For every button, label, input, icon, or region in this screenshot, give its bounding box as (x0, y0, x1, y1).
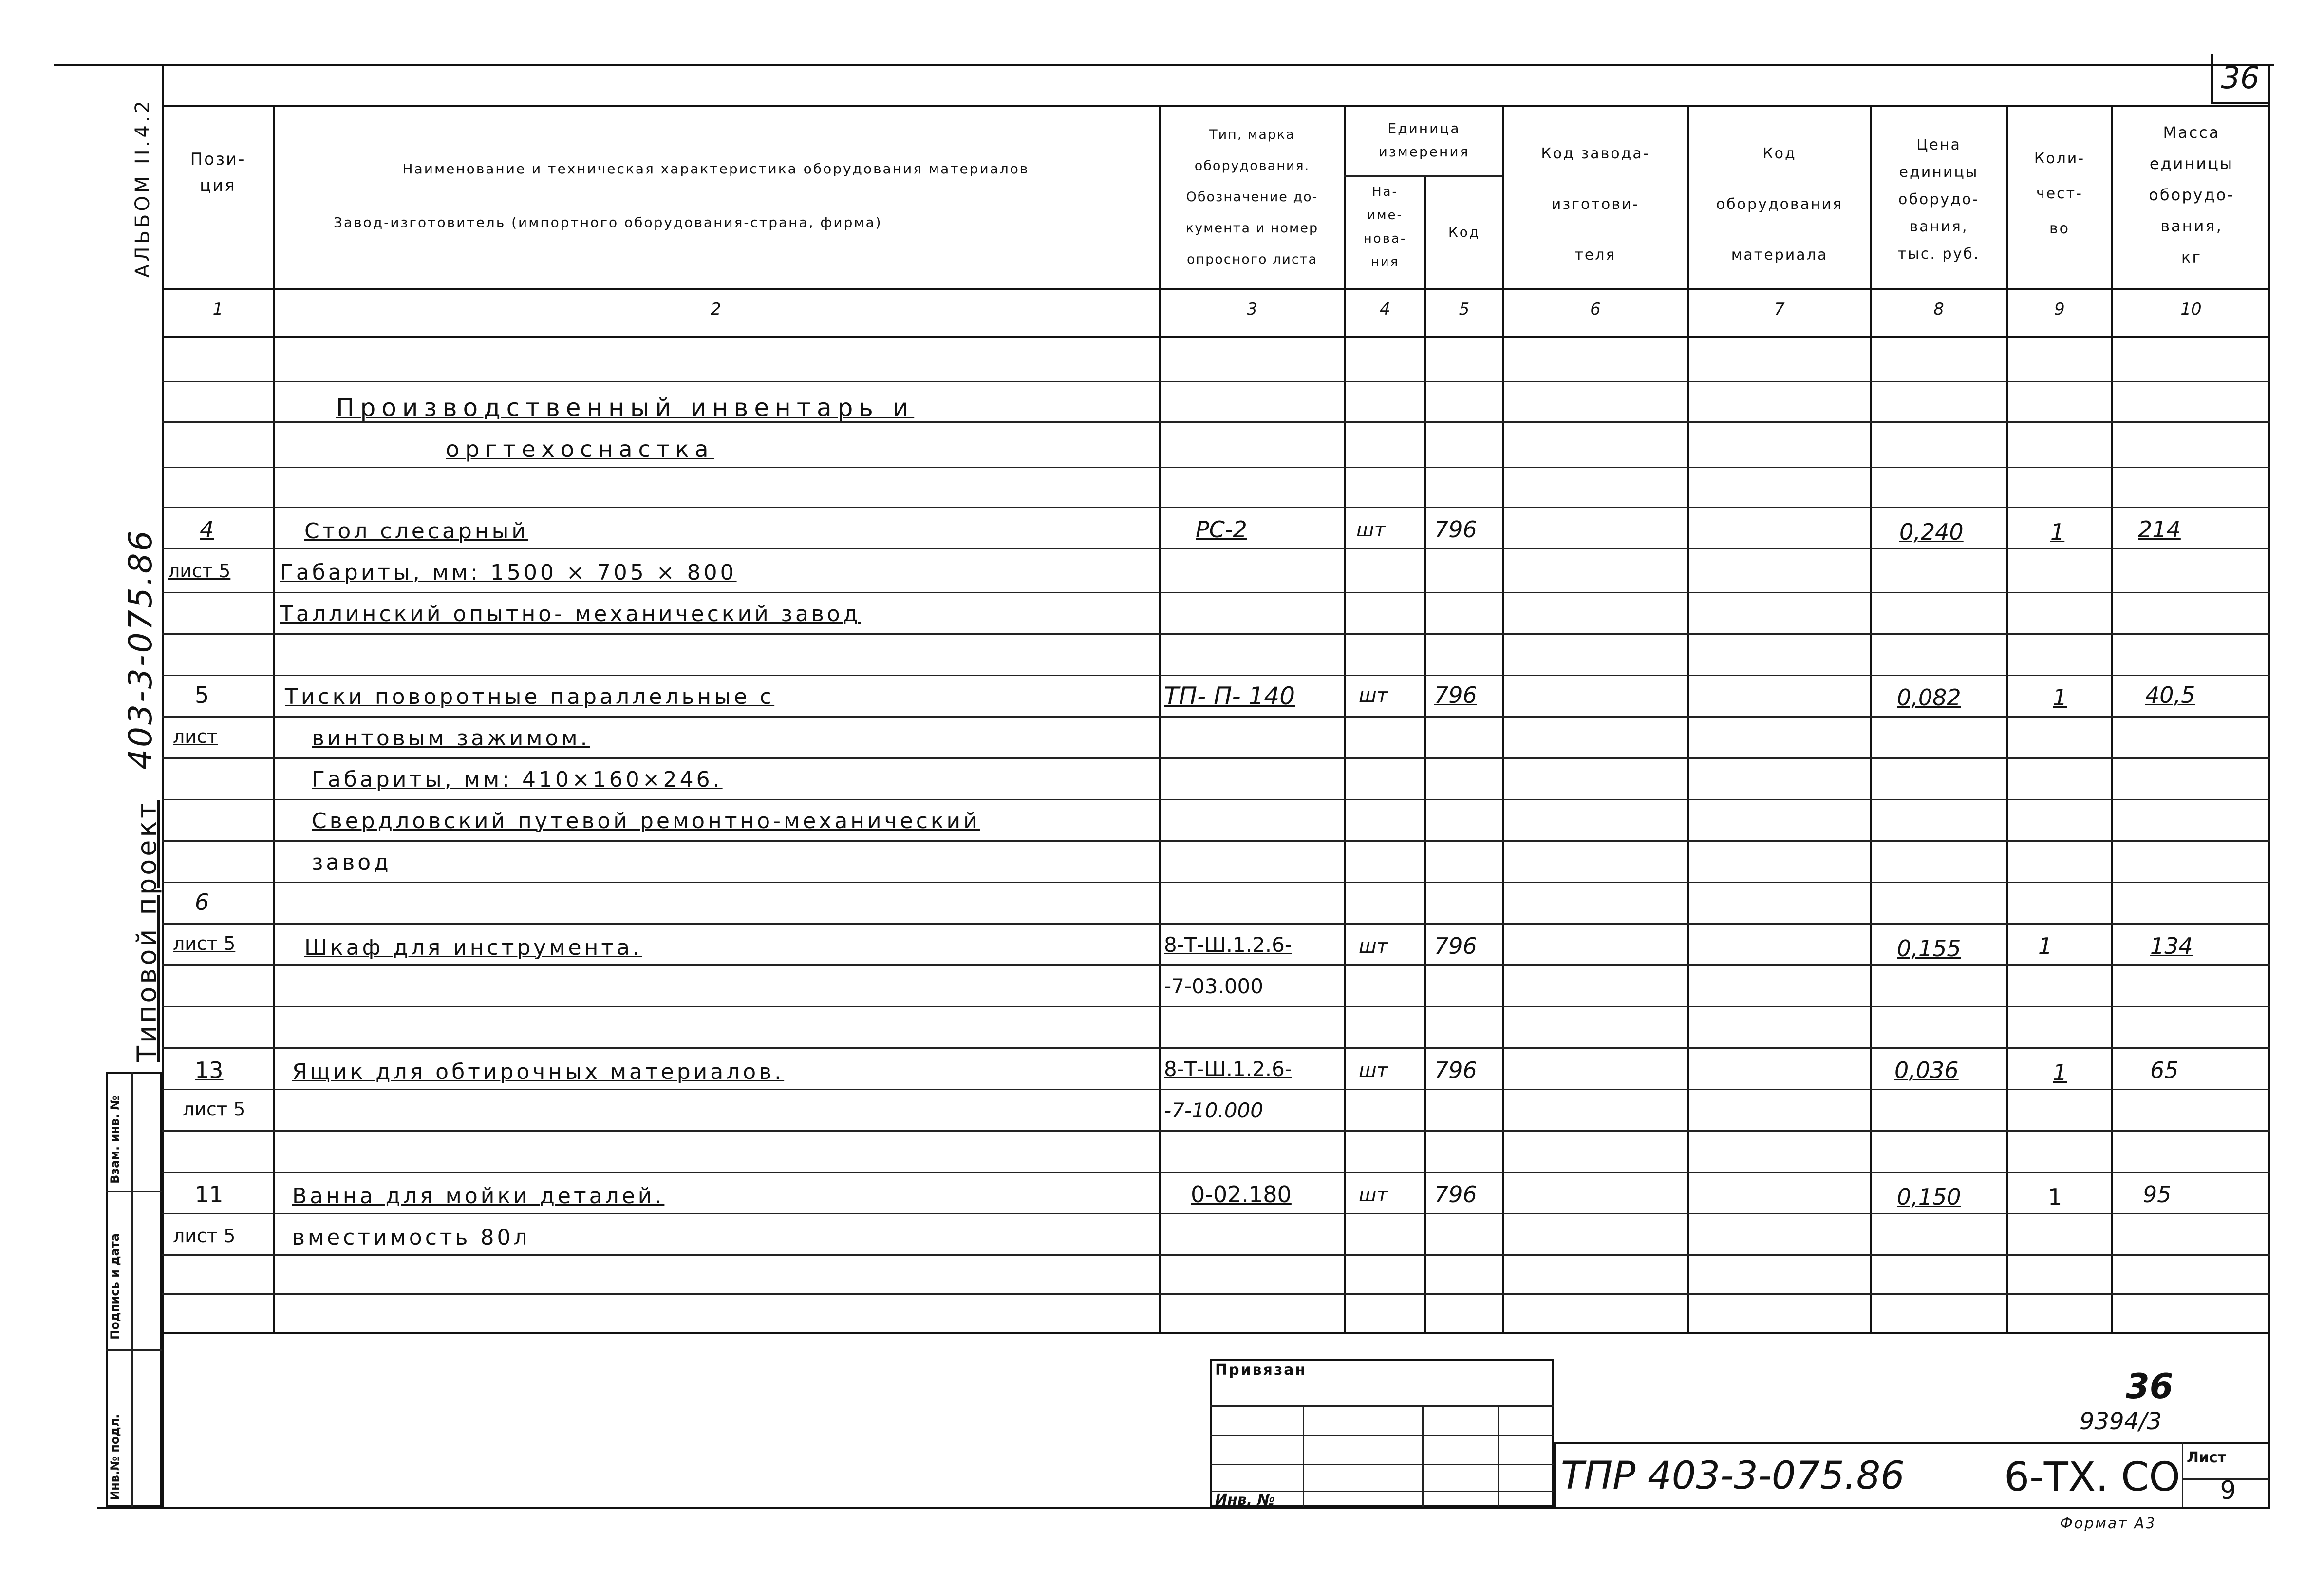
item-type: 8-Т-Ш.1.2.6- (1164, 1057, 1292, 1081)
item-name: Ящик для обтирочных материалов. (292, 1059, 785, 1084)
item-sheet: лист 5 (173, 1225, 236, 1247)
item-unit: шт (1359, 1184, 1388, 1206)
frame-bottom (97, 1507, 2270, 1509)
item-sheet: лист 5 (173, 933, 236, 954)
item-sheet: лист 5 (183, 1098, 245, 1120)
privyazan-box (1210, 1359, 1554, 1507)
item-detail: Габариты, мм: 1500 × 705 × 800 (280, 560, 737, 585)
item-type: 0-02.180 (1191, 1181, 1292, 1208)
frame-right (2268, 64, 2270, 1509)
format-label: Формат А3 (2060, 1515, 2156, 1532)
item-name: Стол слесарный (304, 519, 528, 544)
item-qty: 1 (2053, 684, 2067, 711)
item-unit: шт (1359, 935, 1388, 958)
item-type: ТП- П- 140 (1164, 682, 1295, 710)
sheet-number: 9 (2220, 1476, 2236, 1505)
item-price: 0,155 (1897, 935, 1961, 962)
section-title-line2: оргтехоснастка (446, 436, 714, 462)
item-detail: Габариты, мм: 410×160×246. (312, 767, 723, 792)
item-detail: Свердловский путевой ремонтно-механический (312, 809, 980, 833)
item-mass: 65 (2150, 1057, 2179, 1083)
col-number-9: 9 (2054, 300, 2065, 319)
header-mass: Масса единицы оборудо- вания, кг (2149, 123, 2234, 266)
designation: ТПР 403-3-075.86 (1561, 1454, 1905, 1498)
col-number-7: 7 (1774, 300, 1785, 319)
item-name: Ванна для мойки деталей. (292, 1184, 665, 1209)
header-equip-code: Код оборудования материала (1716, 145, 1843, 264)
item-detail: винтовым зажимом. (312, 726, 590, 751)
col-number-4: 4 (1380, 300, 1390, 319)
item-pos: 13 (195, 1057, 224, 1083)
header-name-line1: Наименование и техническая характеристика оборудования материалов (402, 161, 1030, 177)
col-number-6: 6 (1590, 300, 1601, 319)
item-code: 796 (1434, 933, 1477, 959)
col-number-10: 10 (2180, 300, 2202, 319)
item-unit: шт (1359, 1059, 1388, 1082)
item-price: 0,082 (1897, 684, 1961, 711)
item-sheet: лист 5 (168, 560, 231, 582)
handwritten-bottom: 9394/3 (2080, 1408, 2162, 1435)
item-code: 796 (1434, 682, 1477, 708)
item-unit: шт (1356, 519, 1386, 541)
item-detail: вместимость 80л (292, 1225, 530, 1250)
item-sheet: лист (173, 726, 218, 747)
item-code: 796 (1434, 1181, 1477, 1208)
doc-code: 6-ТХ. СО (2004, 1454, 2180, 1500)
item-pos: 6 (195, 889, 209, 915)
item-type-line2: -7-10.000 (1164, 1098, 1263, 1122)
project-prefix-side: Типовой проект (131, 800, 162, 1062)
section-title-line1: Производственный инвентарь и (336, 394, 915, 422)
item-price: 0,036 (1894, 1057, 1959, 1083)
header-unit-name: На- име- нова- ния (1363, 185, 1407, 269)
stamp-vzam-inv: Взам. инв. № (108, 1096, 122, 1184)
item-mass: 40,5 (2145, 682, 2195, 708)
header-pos: Пози- ция (190, 150, 246, 195)
header-unit: Единица измерения (1378, 120, 1470, 160)
stamp-inv-podl: Инв.№ подл. (108, 1414, 122, 1500)
inv-label: Инв. № (1215, 1492, 1275, 1509)
col-number-5: 5 (1459, 300, 1470, 319)
item-mass: 214 (2138, 516, 2181, 543)
item-qty: 1 (2050, 519, 2065, 545)
item-mass: 134 (2150, 933, 2193, 959)
col-number-2: 2 (711, 300, 721, 319)
item-code: 796 (1434, 1057, 1477, 1083)
col-number-8: 8 (1933, 300, 1944, 319)
header-name-line2: Завод-изготовитель (импортного оборудования-страна, фирма) (334, 214, 882, 230)
item-type: 8-Т-Ш.1.2.6- (1164, 933, 1292, 957)
item-name: Тиски поворотные параллельные с (285, 684, 775, 709)
stamp-podpis-data: Подпись и дата (108, 1233, 122, 1340)
item-type-line2: -7-03.000 (1164, 974, 1263, 998)
item-detail: завод (312, 850, 392, 875)
item-detail: Таллинский опытно- механический завод (280, 602, 861, 626)
item-name: Шкаф для инструмента. (304, 935, 642, 960)
item-type: РС-2 (1196, 516, 1247, 543)
item-unit: шт (1359, 684, 1388, 707)
item-mass: 95 (2143, 1181, 2172, 1208)
album-label: АЛЬБОМ II.4.2 (131, 98, 154, 278)
frame-left (162, 64, 164, 1509)
item-qty: 1 (2053, 1059, 2067, 1086)
privyazan-label: Привязан (1215, 1361, 1307, 1379)
sheet-label: Лист (2187, 1449, 2227, 1466)
item-qty: 1 (2048, 1184, 2062, 1210)
frame-top (54, 64, 2274, 66)
item-pos: 5 (195, 682, 209, 708)
item-pos: 11 (195, 1181, 224, 1208)
header-type: Тип, марка оборудования. Обозначение до- кумента и номер опросного листа (1185, 127, 1319, 267)
handwritten-top: 36 (2126, 1366, 2174, 1406)
item-price: 0,150 (1897, 1184, 1961, 1210)
item-qty: 1 (2038, 933, 2053, 959)
col-number-1: 1 (212, 300, 224, 319)
project-code-side: 403-3-075.86 (122, 529, 159, 770)
item-price: 0,240 (1899, 519, 1964, 545)
col-number-3: 3 (1247, 300, 1257, 319)
header-qty: Коли- чест- во (2034, 150, 2085, 237)
header-factory-code: Код завода- изготови- теля (1541, 145, 1650, 264)
item-pos: 4 (200, 516, 214, 543)
header-price: Цена единицы оборудо- вания, тыс. руб. (1897, 136, 1980, 263)
page-number: 36 (2221, 60, 2260, 95)
item-code: 796 (1434, 516, 1477, 543)
header-unit-code: Код (1448, 224, 1481, 240)
